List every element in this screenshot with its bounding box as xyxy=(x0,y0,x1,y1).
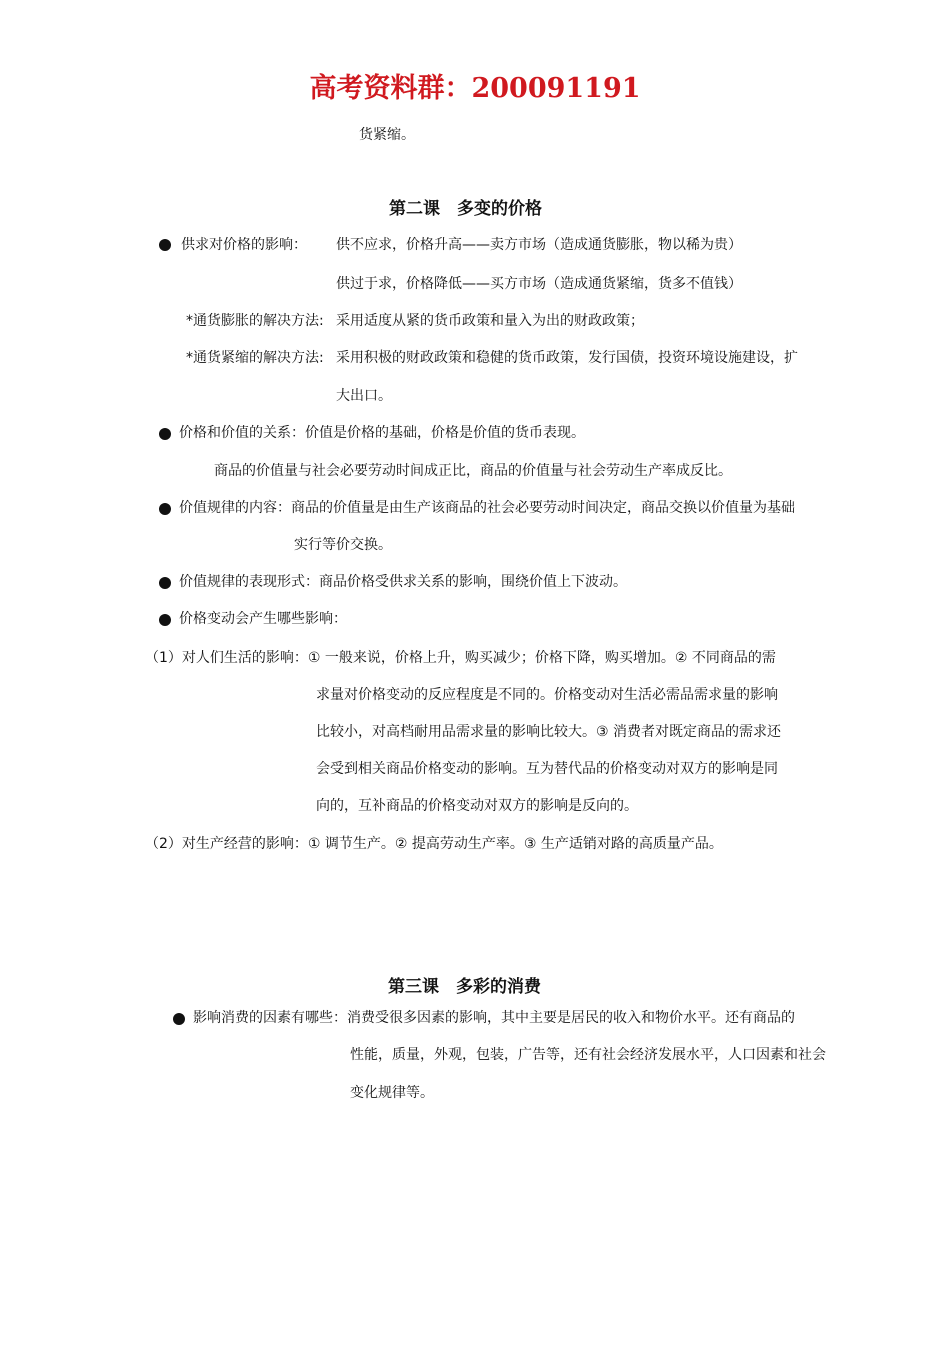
supply-demand-line1: 供不应求，价格升高——卖方市场（造成通货膨胀，物以稀为贵） xyxy=(336,237,742,253)
deflation-label: *通货紧缩的解决方法: xyxy=(186,350,324,366)
deflation-text-line1: 采用积极的财政政策和稳健的货币政策，发行国债，投资环境设施建设，扩 xyxy=(336,350,798,366)
bullet-dot xyxy=(159,503,171,515)
bullet-dot xyxy=(159,577,171,589)
page-header: 高考资料群：200091191 xyxy=(309,73,641,104)
bullet-dot xyxy=(159,239,171,251)
effect-production: （2）对生产经营的影响：① 调节生产。② 提高劳动生产率。③ 生产适销对路的高质量产品。 xyxy=(145,836,723,852)
law-of-value-content-line1: 价值规律的内容：商品的价值量是由生产该商品的社会必要劳动时间决定，商品交换以价值量为基础 xyxy=(179,500,795,516)
lesson2-title: 第二课 多变的价格 xyxy=(389,199,542,219)
price-value-relation: 价格和价值的关系：价值是价格的基础，价格是价值的货币表现。 xyxy=(179,425,585,441)
law-of-value-content-line2: 实行等价交换。 xyxy=(294,537,392,553)
effect-life-line1: （1）对人们生活的影响：① 一般来说，价格上升，购买减少；价格下降，购买增加。② 不同商品的需 xyxy=(145,650,776,666)
effect-life-line5: 向的，互补商品的价格变动对双方的影响是反向的。 xyxy=(316,798,638,814)
price-value-relation-detail: 商品的价值量与社会必要劳动时间成正比，商品的价值量与社会劳动生产率成反比。 xyxy=(214,463,732,479)
consumption-factors-line3: 变化规律等。 xyxy=(350,1085,434,1101)
supply-demand-line2: 供过于求，价格降低——买方市场（造成通货紧缩，货多不值钱） xyxy=(336,276,742,292)
bullet-dot xyxy=(173,1013,185,1025)
effect-life-line2: 求量对价格变动的反应程度是不同的。价格变动对生活必需品需求量的影响 xyxy=(316,687,778,703)
consumption-factors-line1: 影响消费的因素有哪些：消费受很多因素的影响，其中主要是居民的收入和物价水平。还有商品的 xyxy=(193,1010,795,1026)
effect-life-line3: 比较小，对高档耐用品需求量的影响比较大。③ 消费者对既定商品的需求还 xyxy=(316,724,781,740)
lesson3-title: 第三课 多彩的消费 xyxy=(388,977,541,997)
law-of-value-form: 价值规律的表现形式：商品价格受供求关系的影响，围绕价值上下波动。 xyxy=(179,574,627,590)
inflation-label: *通货膨胀的解决方法: xyxy=(186,313,324,329)
bullet-dot xyxy=(159,614,171,626)
intro-fragment: 货紧缩。 xyxy=(359,127,415,143)
consumption-factors-line2: 性能，质量，外观，包装，广告等，还有社会经济发展水平，人口因素和社会 xyxy=(350,1047,826,1063)
deflation-text-line2: 大出口。 xyxy=(336,388,392,404)
supply-demand-label: 供求对价格的影响： xyxy=(181,237,307,253)
effect-life-line4: 会受到相关商品价格变动的影响。互为替代品的价格变动对双方的影响是同 xyxy=(316,761,778,777)
price-change-effects-heading: 价格变动会产生哪些影响： xyxy=(179,611,347,627)
inflation-text: 采用适度从紧的货币政策和量入为出的财政政策； xyxy=(336,313,644,329)
bullet-dot xyxy=(159,428,171,440)
